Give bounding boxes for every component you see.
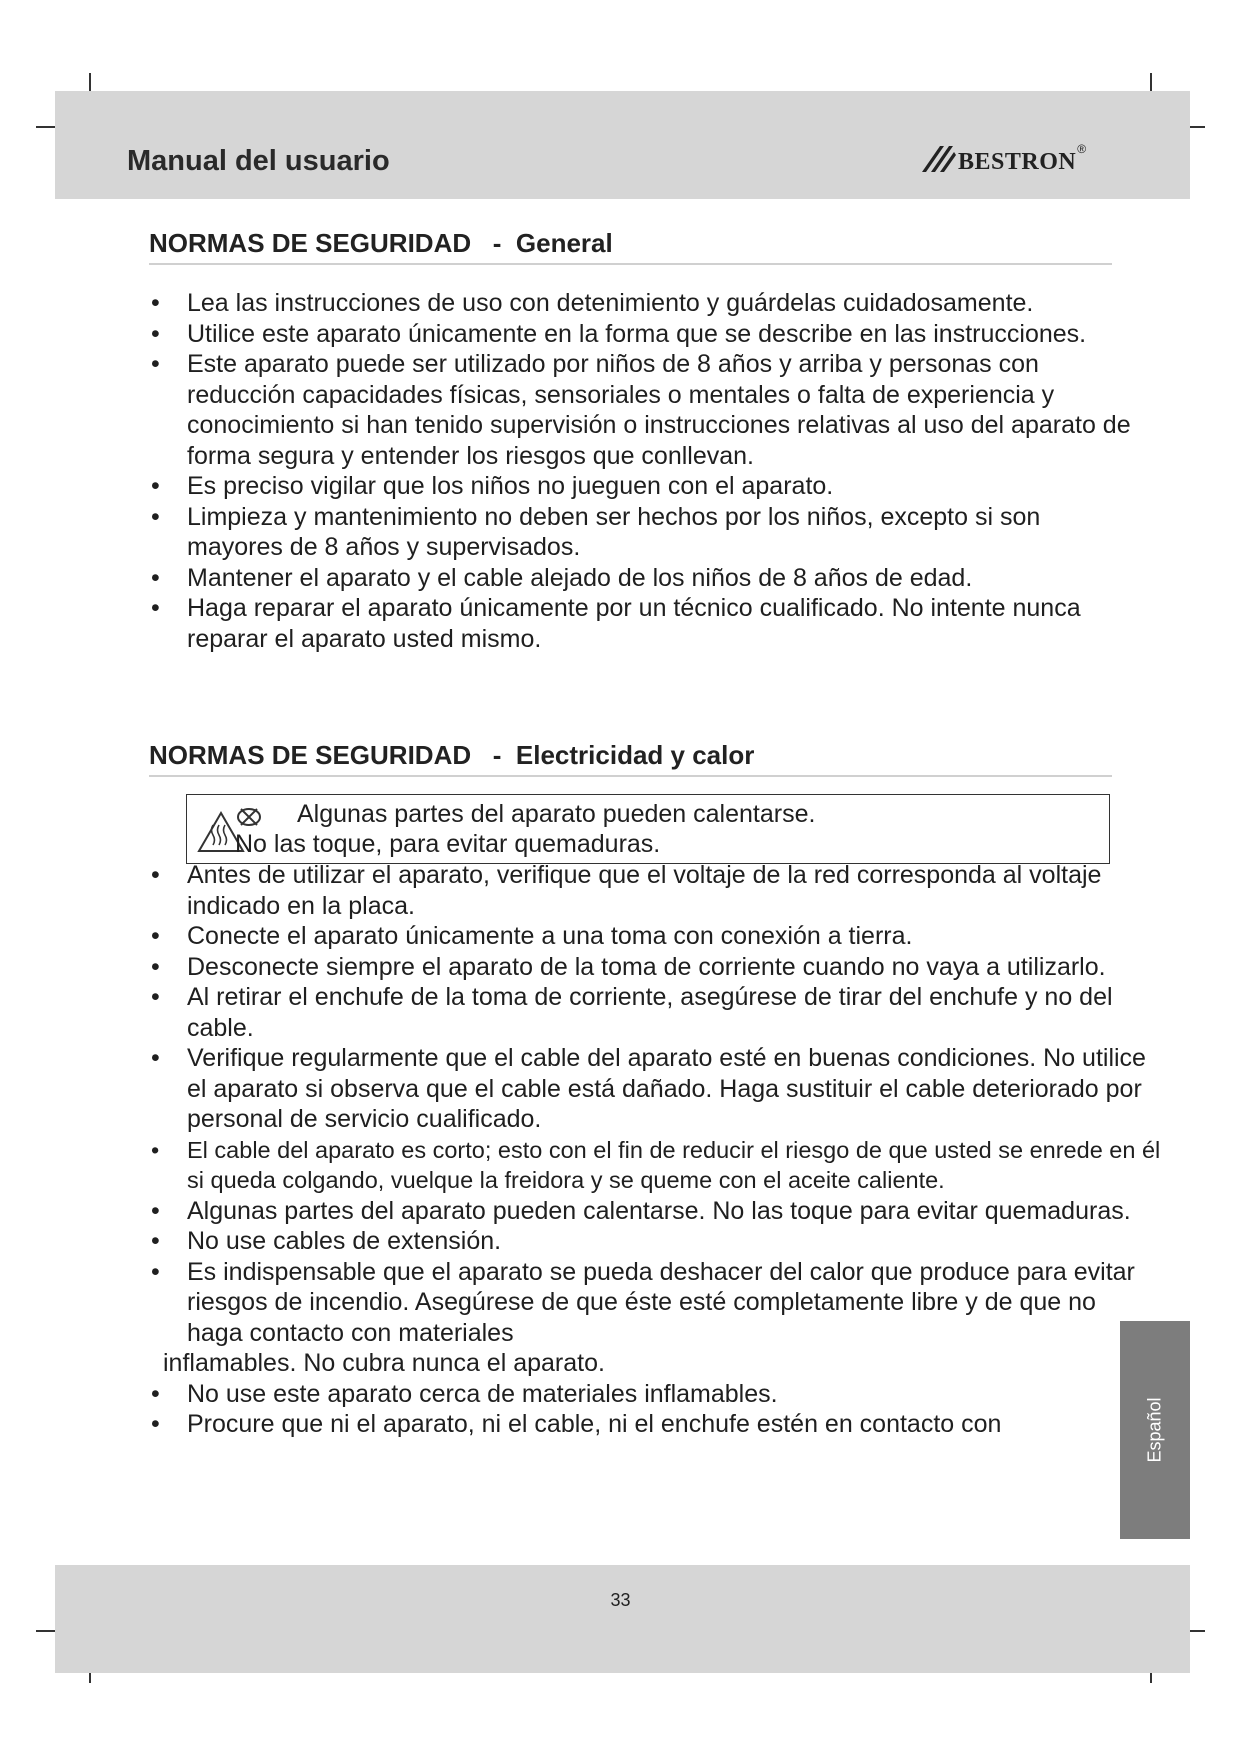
list-item: • Algunas partes del aparato pueden calentarse. No las toque para evitar quemaduras.: [149, 1196, 1149, 1227]
list-item: • Es preciso vigilar que los niños no jueguen con el aparato.: [149, 471, 1139, 502]
warning-text: No las toque, para evitar quemaduras.: [235, 830, 661, 858]
section-title-electricity: NORMAS DE SEGURIDAD - Electricidad y calor: [149, 740, 755, 770]
list-item: • Haga reparar el aparato únicamente por un técnico cualificado. No intente nunca reparar el aparato usted mismo.: [149, 593, 1127, 654]
list-item: • Limpieza y mantenimiento no deben ser hechos por los niños, excepto si son mayores de 8 años y supervisados.: [149, 502, 1127, 563]
brand-logo: [918, 138, 1086, 180]
list-item: • El cable del aparato es corto; esto con el fin de reducir el riesgo de que usted se enrede en él si queda colgando, vuelque la freidora y se queme con el aceite caliente.: [149, 1135, 1167, 1196]
footer-band: [55, 1565, 1190, 1673]
list-item: • No use cables de extensión.: [149, 1226, 1139, 1257]
section-divider: [149, 775, 1112, 777]
language-tab-label: Español: [1144, 1397, 1165, 1463]
list-item: • Utilice este aparato únicamente en la forma que se describe en las instrucciones.: [149, 319, 1127, 350]
page-number: 33: [610, 1590, 631, 1610]
registered-mark: ®: [1077, 142, 1087, 156]
list-item: • Desconecte siempre el aparato de la toma de corriente cuando no vaya a utilizarlo.: [149, 952, 1127, 983]
list-item: • No use este aparato cerca de materiales inflamables.: [149, 1379, 1139, 1410]
warning-text: Algunas partes del aparato pueden calentarse.: [297, 800, 816, 828]
list-item-continuation: inflamables. No cubra nunca el aparato.: [163, 1349, 605, 1377]
language-tab: [1120, 1321, 1190, 1539]
list-item: • Conecte el aparato únicamente a una toma con conexión a tierra.: [149, 921, 1139, 952]
page-title: Manual del usuario: [127, 145, 390, 177]
section-title-general: NORMAS DE SEGURIDAD - General: [149, 228, 613, 258]
list-item: • Antes de utilizar el aparato, verifique que el voltaje de la red corresponda al voltaje indicado en la placa.: [149, 860, 1147, 921]
brand-name: bestron: [958, 140, 1077, 177]
list-item: • Mantener el aparato y el cable alejado de los niños de 8 años de edad.: [149, 563, 1139, 594]
list-item: • Es indispensable que el aparato se pueda deshacer del calor que produce para evitar riesgos de incendio. Asegúrese de que éste esté completamente libre y de que no haga contacto con materiales: [149, 1257, 1149, 1349]
list-item: • Verifique regularmente que el cable del aparato esté en buenas condiciones. No utilice el aparato si observa que el cable está dañado. Haga sustituir el cable deteriorado por personal de servicio cualificado.: [149, 1043, 1147, 1135]
list-item: • Lea las instrucciones de uso con detenimiento y guárdelas cuidadosamente.: [149, 288, 1139, 319]
section-divider: [149, 263, 1112, 265]
heat-warning-box: [186, 794, 1110, 864]
brand-chevron-icon: [918, 138, 958, 180]
list-item: • Al retirar el enchufe de la toma de corriente, asegúrese de tirar del enchufe y no del cable.: [149, 982, 1147, 1043]
list-item: • Este aparato puede ser utilizado por niños de 8 años y arriba y personas con reducción capacidades físicas, sensoriales o mentales o falta de experiencia y conocimiento si han tenido supervisión o instrucciones relativas al uso del aparato de forma segura y entender los riesgos que conllevan.: [149, 349, 1139, 471]
general-safety-list: [149, 288, 1139, 654]
list-item: • Procure que ni el aparato, ni el cable, ni el enchufe estén en contacto con: [149, 1409, 1139, 1440]
